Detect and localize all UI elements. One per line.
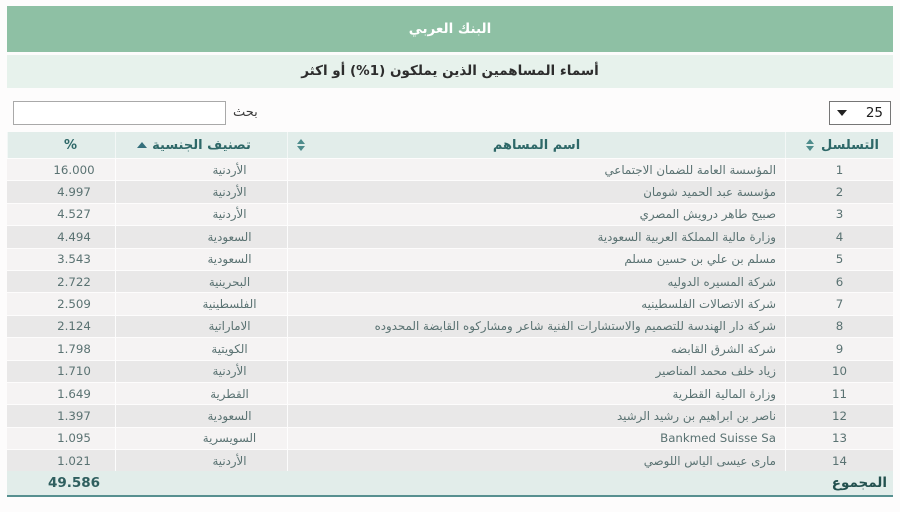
cell-seq: 12	[785, 405, 893, 426]
cell-nat: القطرية	[115, 383, 287, 404]
cell-nat: الاماراتية	[115, 316, 287, 337]
cell-seq: 9	[785, 338, 893, 359]
cell-pct: 2.509	[57, 297, 91, 312]
cell-pct: 2.722	[57, 274, 91, 289]
cell-name: شركة الاتصالات الفلسطينيه	[287, 293, 785, 314]
cell-name: مسلم بن علي بن حسين مسلم	[287, 249, 785, 270]
sort-both-icon	[806, 139, 814, 151]
page-size-value: 25	[865, 104, 883, 121]
search-input[interactable]	[13, 101, 226, 125]
cell-nat: السعودية	[115, 405, 287, 426]
table-row	[7, 404, 893, 426]
cell-pct: 1.021	[57, 453, 91, 468]
table-row	[7, 427, 893, 449]
cell-name: المؤسسة العامة للضمان الاجتماعي	[287, 159, 785, 180]
column-header-shareholder-name[interactable]	[287, 132, 785, 158]
cell-name: شركة دار الهندسة للتصميم والاستشارات الفنية شاعر ومشاركوه القابضة المحدوده	[287, 316, 785, 337]
cell-name: وزارة المالية القطرية	[287, 383, 785, 404]
subtitle-bar	[7, 55, 893, 88]
cell-nat: الكويتية	[115, 338, 287, 359]
column-header-sequence-label: التسلسل	[820, 137, 879, 153]
table-row	[7, 315, 893, 337]
cell-nat: الأردنية	[115, 361, 287, 382]
cell-nat: السعودية	[115, 226, 287, 247]
cell-seq: 2	[785, 181, 893, 202]
shareholders-table	[7, 132, 893, 497]
sort-both-icon	[297, 139, 305, 151]
cell-nat: السويسرية	[115, 428, 287, 449]
cell-pct: 1.397	[57, 408, 91, 423]
table-controls	[7, 99, 893, 126]
column-header-percent[interactable]	[7, 132, 115, 158]
search-label: بحث	[233, 105, 258, 120]
cell-pct: 4.527	[57, 207, 91, 222]
cell-name: مارى عيسى الياس اللوصي	[287, 450, 785, 471]
bank-title-bar	[7, 6, 893, 52]
table-row	[7, 382, 893, 404]
cell-pct: 1.649	[57, 386, 91, 401]
cell-nat: الأردنية	[115, 159, 287, 180]
column-header-nationality-label: تصنيف الجنسية	[152, 137, 251, 153]
cell-name: مؤسسة عبد الحميد شومان	[287, 181, 785, 202]
table-body	[7, 158, 893, 471]
cell-seq: 4	[785, 226, 893, 247]
column-header-sequence[interactable]	[785, 132, 893, 158]
cell-seq: 8	[785, 316, 893, 337]
table-header-row	[7, 132, 893, 158]
column-header-percent-label: %	[63, 137, 77, 153]
cell-pct: 3.543	[57, 252, 91, 267]
cell-name: زياد خلف محمد المناصير	[287, 361, 785, 382]
cell-pct: 4.997	[57, 185, 91, 200]
cell-name: صبيح طاهر درويش المصري	[287, 204, 785, 225]
table-row	[7, 248, 893, 270]
cell-seq: 1	[785, 159, 893, 180]
sort-asc-icon	[137, 142, 147, 148]
cell-pct: 4.494	[57, 229, 91, 244]
cell-nat: البحرينية	[115, 271, 287, 292]
cell-name: Bankmed Suisse Sa	[287, 428, 785, 449]
cell-seq: 7	[785, 293, 893, 314]
page-size-select[interactable]	[829, 101, 891, 125]
cell-name: شركة الشرق القابضه	[287, 338, 785, 359]
cell-nat: الأردنية	[115, 204, 287, 225]
cell-pct: 1.095	[57, 431, 91, 446]
cell-name: شركة المسيره الدوليه	[287, 271, 785, 292]
table-row	[7, 203, 893, 225]
cell-nat: الفلسطينية	[115, 293, 287, 314]
page-title: أسماء المساهمين الذين يملكون (1%) أو اكثر	[301, 63, 599, 79]
cell-seq: 13	[785, 428, 893, 449]
total-value: 49.586	[47, 475, 101, 492]
table-row	[7, 158, 893, 180]
caret-down-icon	[837, 110, 847, 116]
cell-name: وزارة مالية المملكة العربية السعودية	[287, 226, 785, 247]
cell-seq: 11	[785, 383, 893, 404]
cell-pct: 2.124	[57, 319, 91, 334]
cell-seq: 5	[785, 249, 893, 270]
table-row	[7, 449, 893, 471]
table-footer-row	[7, 471, 893, 495]
search-group	[13, 101, 258, 125]
total-label: المجموع	[831, 475, 887, 492]
cell-nat: الأردنية	[115, 181, 287, 202]
column-header-shareholder-name-label: اسم المساهم	[492, 137, 581, 153]
cell-name: ناصر بن ابراهيم بن رشيد الرشيد	[287, 405, 785, 426]
table-row	[7, 360, 893, 382]
table-row	[7, 292, 893, 314]
cell-nat: الأردنية	[115, 450, 287, 471]
cell-seq: 14	[785, 450, 893, 471]
cell-pct: 1.710	[57, 364, 91, 379]
cell-nat: السعودية	[115, 249, 287, 270]
cell-seq: 3	[785, 204, 893, 225]
table-row	[7, 180, 893, 202]
cell-pct: 1.798	[57, 341, 91, 356]
table-row	[7, 225, 893, 247]
cell-seq: 6	[785, 271, 893, 292]
cell-seq: 10	[785, 361, 893, 382]
cell-pct: 16.000	[53, 162, 95, 177]
table-row	[7, 270, 893, 292]
table-row	[7, 337, 893, 359]
bank-title: البنك العربي	[408, 21, 492, 37]
